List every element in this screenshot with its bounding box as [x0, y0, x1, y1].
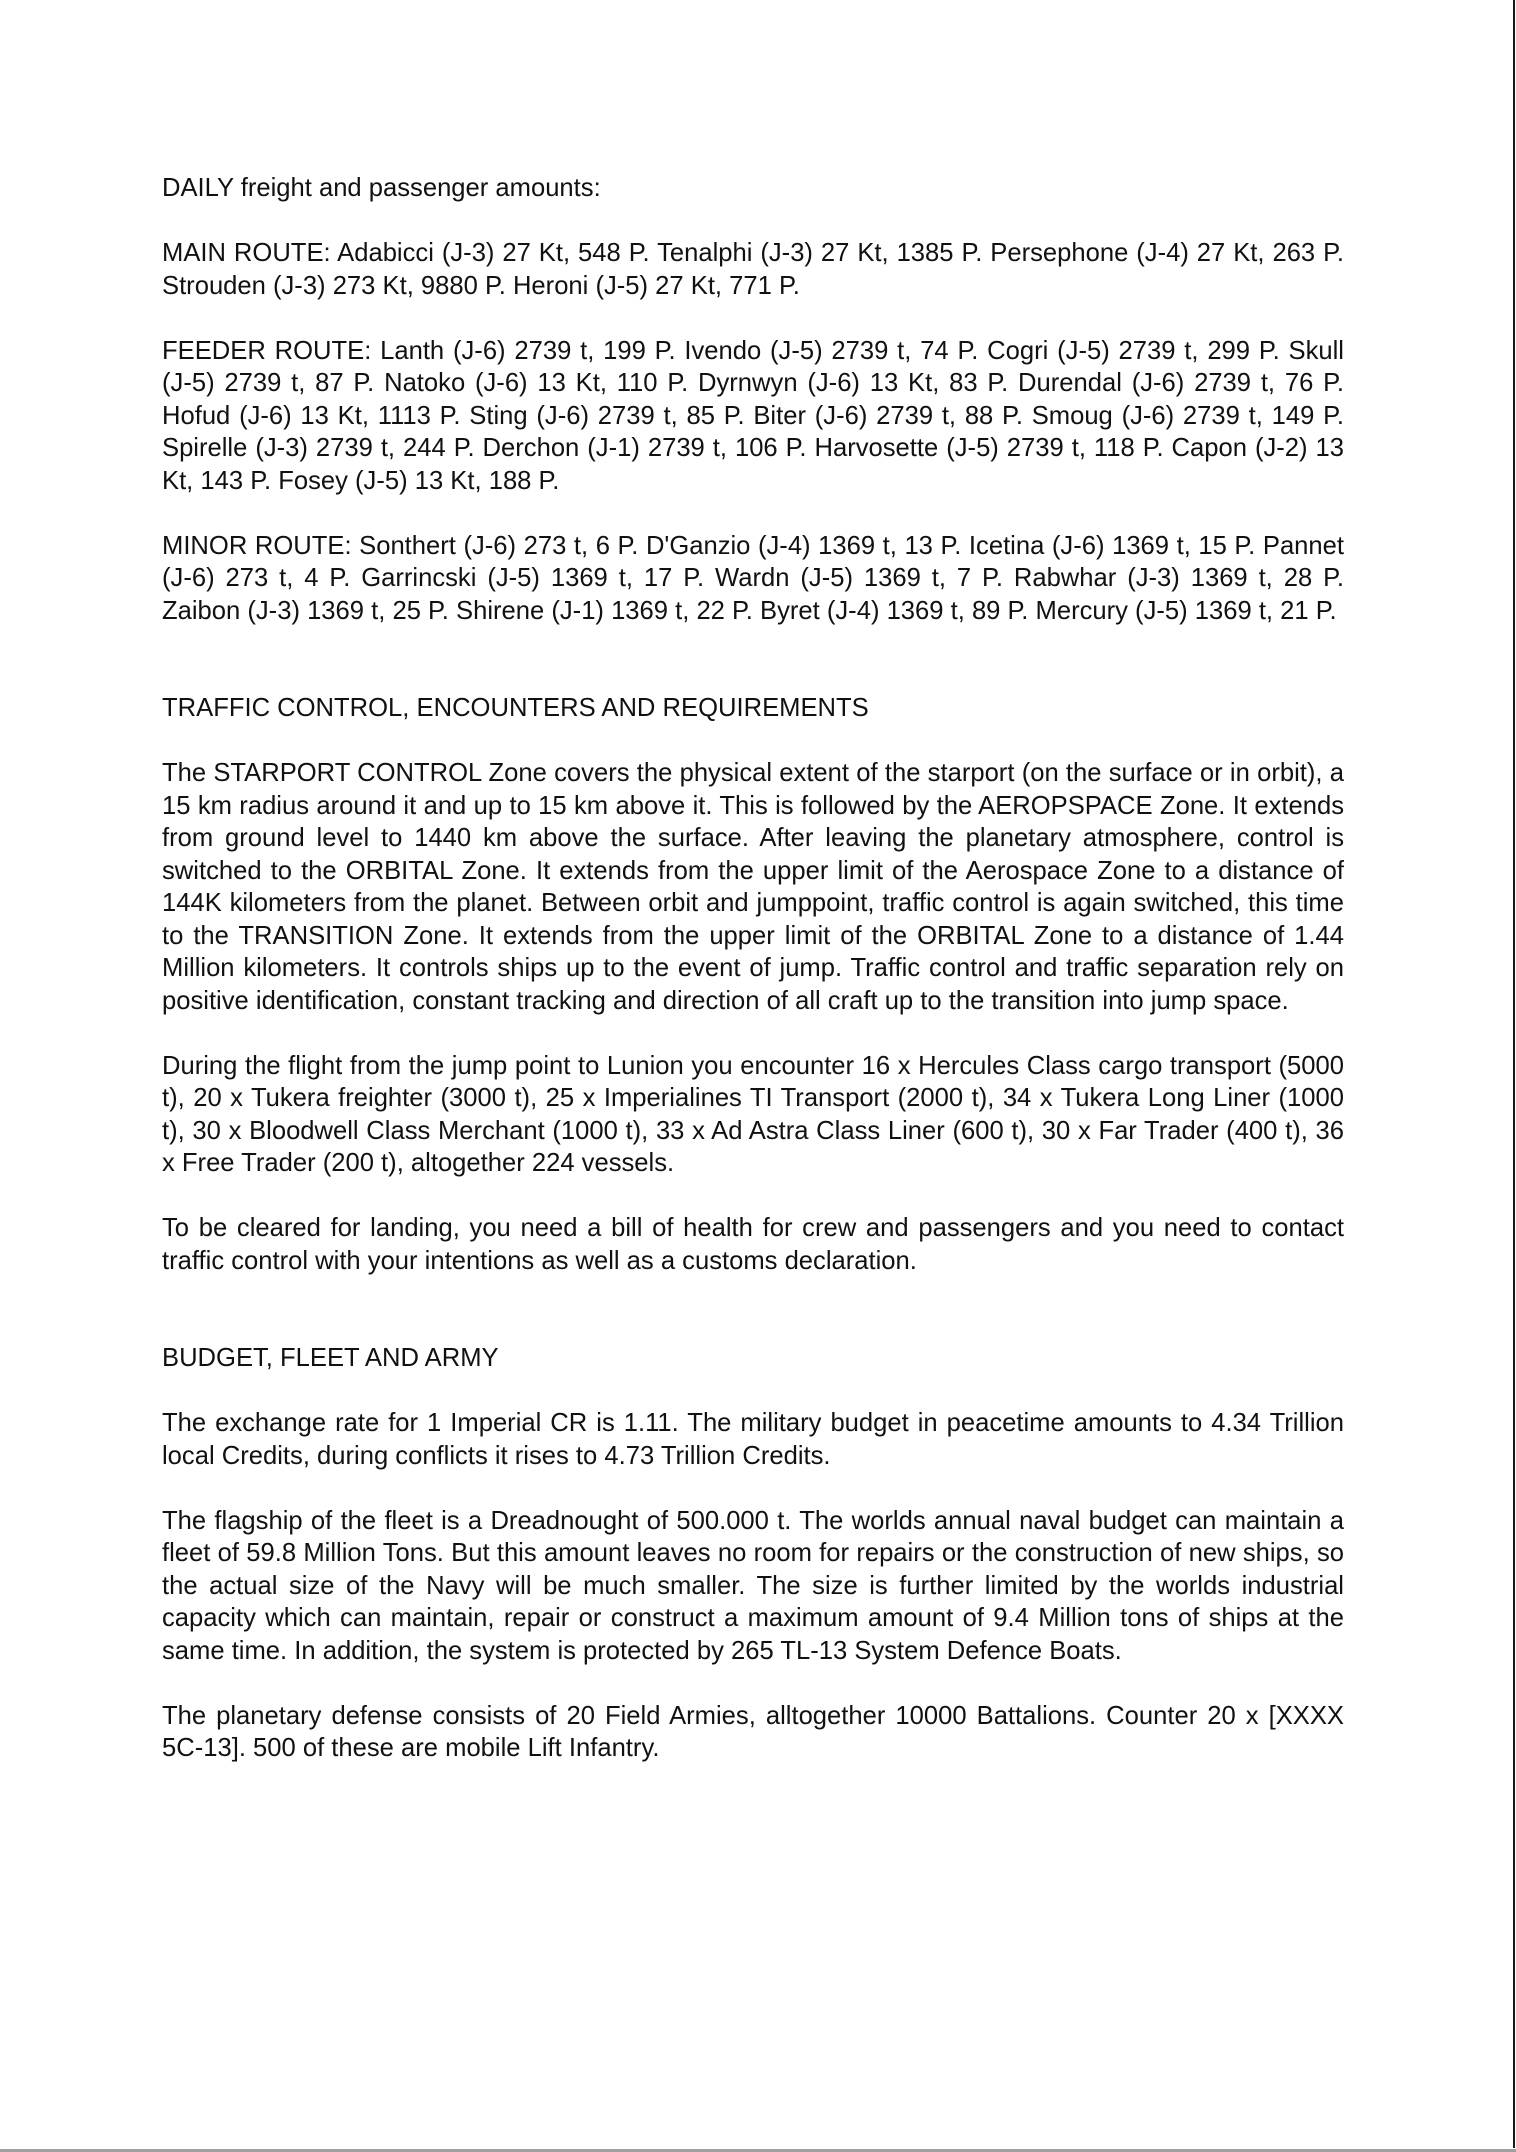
paragraph-control-zones: The STARPORT CONTROL Zone covers the physical extent of the starport (on the surface or in orbit), a 15 km radius around it and up to 15 km above it. This is followed by the AEROPSPACE Zone. It extends from ground level to 1440 km above the surface. After leaving the planetary atmosphere, control is switched to the ORBITAL Zone. It extends from the upper limit of the Aerospace Zone to a distance of 144K kilometers from the planet. Between orbit and jumppoint, traffic control is again switched, this time to the TRANSITION Zone. It extends from the upper limit of the ORBITAL Zone to a distance of 1.44 Million kilometers. It controls ships up to the event of jump. Traffic control and traffic separation rely on positive identification, constant tracking and direction of all craft up to the transition into jump space. — [162, 759, 1344, 1015]
paragraph-minor-route: MINOR ROUTE: Sonthert (J-6) 273 t, 6 P. D'Ganzio (J-4) 1369 t, 13 P. Icetina (J-6) 1369 t, 15 P. Pannet (J-6) 273 t, 4 P. Garrincski (J-5) 1369 t, 17 P. Wardn (J-5) 1369 t, 7 P. Rabwhar (J-3) 1369 t, 28 P. Zaibon (J-3) 1369 t, 25 P. Shirene (J-1) 1369 t, 22 P. Byret (J-4) 1369 t, 89 P. Mercury (J-5) 1369 t, 21 P. — [162, 531, 1344, 625]
document-body — [162, 172, 1344, 1765]
section-budget-fleet-army — [162, 1342, 1344, 1765]
paragraph-fleet: The flagship of the fleet is a Dreadnought of 500.000 t. The worlds annual naval budget can maintain a fleet of 59.8 Million Tons. But this amount leaves no room for repairs or the construction of new ships, so the actual size of the Navy will be much smaller. The size is further limited by the worlds industrial capacity which can maintain, repair or construct a maximum amount of 9.4 Million tons of ships at the same time. In addition, the system is protected by 265 TL-13 System Defence Boats. — [162, 1506, 1344, 1665]
section-daily-freight — [162, 172, 1344, 627]
paragraph-encounters: During the flight from the jump point to Lunion you encounter 16 x Hercules Class cargo transport (5000 t), 20 x Tukera freighter (3000 t), 25 x Imperialines TI Transport (2000 t), 34 x Tukera Long Liner (1000 t), 30 x Bloodwell Class Merchant (1000 t), 33 x Ad Astra Class Liner (600 t), 30 x Far Trader (400 t), 36 x Free Trader (200 t), altogether 224 vessels. — [162, 1051, 1344, 1177]
section-heading-budget-fleet-army: BUDGET, FLEET AND ARMY — [162, 1344, 499, 1372]
paragraph-feeder-route: FEEDER ROUTE: Lanth (J-6) 2739 t, 199 P. Ivendo (J-5) 2739 t, 74 P. Cogri (J-5) 2739 t, 299 P. Skull (J-5) 2739 t, 87 P. Natoko (J-6) 13 Kt, 110 P. Dyrnwyn (J-6) 13 Kt, 83 P. Durendal (J-6) 2739 t, 76 P. Hofud (J-6) 13 Kt, 1113 P. Sting (J-6) 2739 t, 85 P. Biter (J-6) 2739 t, 88 P. Smoug (J-6) 2739 t, 149 P. Spirelle (J-3) 2739 t, 244 P. Derchon (J-1) 2739 t, 106 P. Harvosette (J-5) 2739 t, 118 P. Capon (J-2) 13 Kt, 143 P. Fosey (J-5) 13 Kt, 188 P. — [162, 336, 1344, 495]
paragraph-planetary-defense: The planetary defense consists of 20 Field Armies, alltogether 10000 Battalions. Counter 20 x [XXXX 5C-13]. 500 of these are mobile Lift Infantry. — [162, 1701, 1344, 1762]
section-heading-daily-freight: DAILY freight and passenger amounts: — [162, 174, 601, 202]
paragraph-main-route: MAIN ROUTE: Adabicci (J-3) 27 Kt, 548 P. Tenalphi (J-3) 27 Kt, 1385 P. Persephone (J-4) 27 Kt, 263 P. Strouden (J-3) 273 Kt, 9880 P. Heroni (J-5) 27 Kt, 771 P. — [162, 239, 1344, 300]
paragraph-exchange-rate: The exchange rate for 1 Imperial CR is 1.11. The military budget in peacetime amounts to 4.34 Trillion local Credits, during conflicts it rises to 4.73 Trillion Credits. — [162, 1409, 1344, 1470]
paragraph-landing-requirements: To be cleared for landing, you need a bill of health for crew and passengers and you need to contact traffic control with your intentions as well as a customs declaration. — [162, 1214, 1344, 1275]
section-heading-traffic-control: TRAFFIC CONTROL, ENCOUNTERS AND REQUIREMENTS — [162, 694, 869, 722]
section-traffic-control — [162, 692, 1344, 1277]
